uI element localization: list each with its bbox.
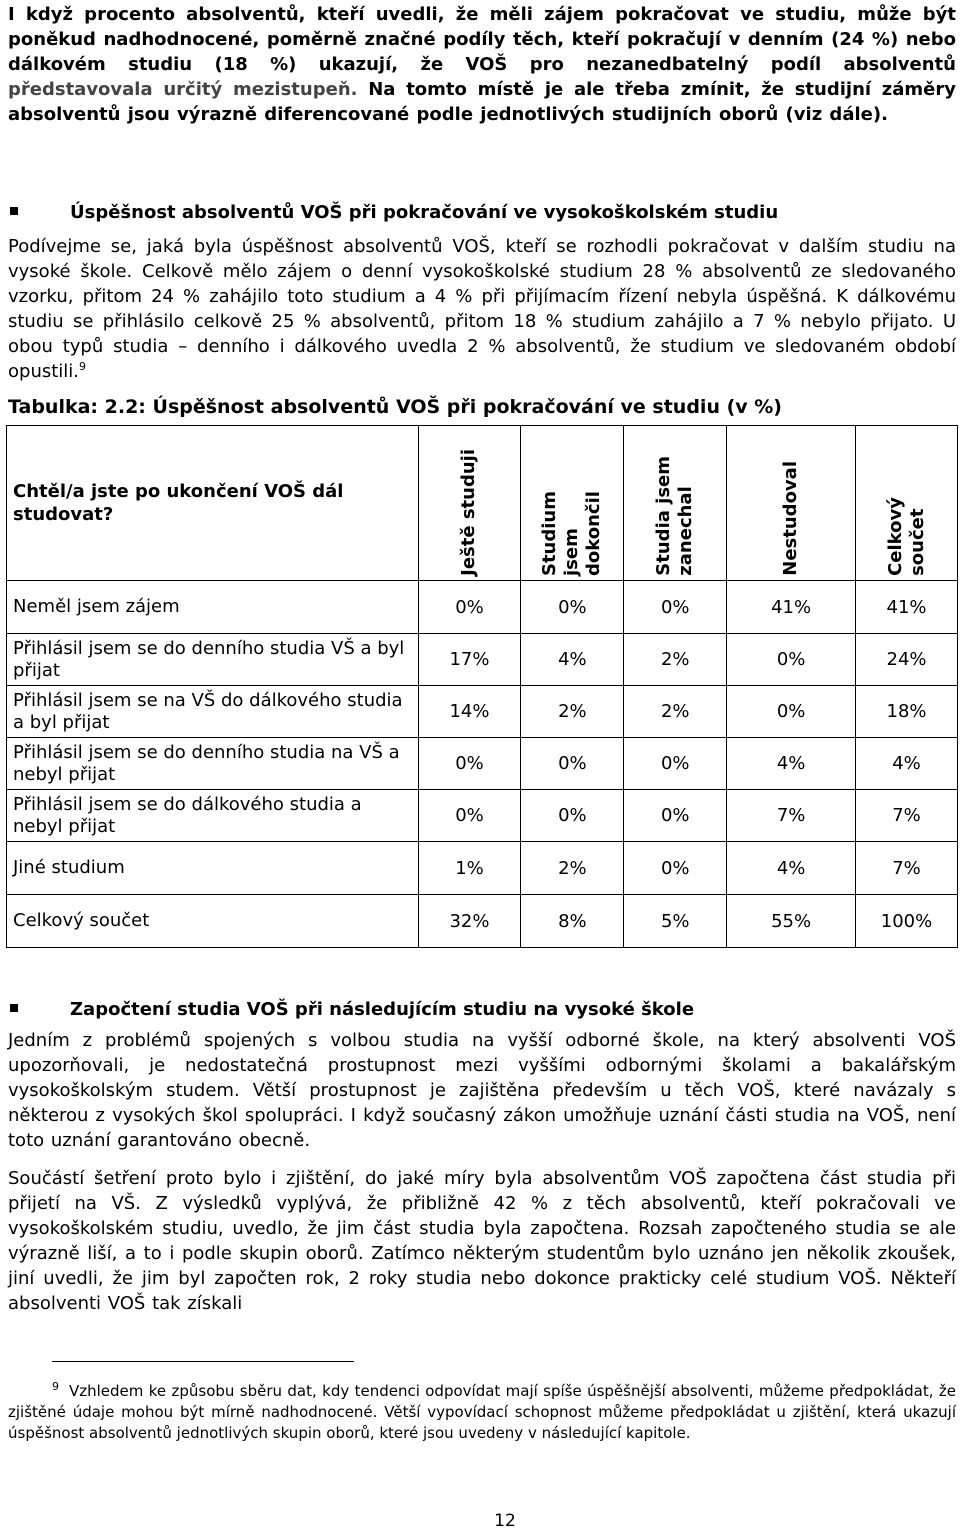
table-cell: 7% [727, 790, 856, 842]
footnote [8, 1381, 956, 1444]
table-cell: 7% [856, 790, 958, 842]
table-row [7, 686, 958, 738]
intro-text-1: I když procento absolventů, kteří uvedli, že měli zájem pokračovat ve studiu, může být poněkud nadhodnocené, poměrně značné podíly těch, kteří pokračují v denním (24 %) nebo dálkovém studiu (18 %) ukazují, že VOŠ pro nezanedbatelný podíl absolventů [8, 4, 956, 75]
section1-heading [8, 200, 956, 225]
results-table [6, 425, 958, 948]
table-cell: 0% [521, 738, 624, 790]
column-header [856, 426, 958, 581]
row-label: Přihlásil jsem se do dálkového studia a nebyl přijat [7, 790, 419, 842]
column-header-label: Celkový součet [884, 497, 928, 576]
table-cell: 5% [624, 895, 727, 948]
table-cell: 4% [727, 842, 856, 895]
column-header-label: Studium jsem dokončil [539, 490, 605, 576]
table-cell: 100% [856, 895, 958, 948]
table-cell: 17% [418, 634, 521, 686]
table-cell: 0% [727, 686, 856, 738]
results-table-container [6, 425, 958, 948]
table-cell: 4% [856, 738, 958, 790]
footnote-text: Vzhledem ke způsobu sběru dat, kdy tendenci odpovídat mají spíše úspěšnější absolventi, můžeme předpokládat, že zjištěné údaje mohou být mírně nadhodnocené. Větší vypovídací schopnost můžeme předpokládat u zjištění, která ukazují úspěšnost absolventů jednotlivých skupin oborů, které jsou uvedeny v následující kapitole. [8, 1382, 956, 1442]
section1-paragraph [8, 234, 956, 384]
table-caption: Tabulka: 2.2: Úspěšnost absolventů VOŠ při pokračování ve studiu (v %) [8, 396, 782, 418]
column-header [418, 426, 521, 581]
table-cell: 18% [856, 686, 958, 738]
bullet-square-icon [10, 207, 18, 215]
table-cell: 4% [521, 634, 624, 686]
table-row [7, 895, 958, 948]
table-row [7, 738, 958, 790]
column-header [624, 426, 727, 581]
table-row [7, 842, 958, 895]
row-label: Jiné studium [7, 842, 419, 895]
table-cell: 0% [418, 790, 521, 842]
table-cell: 0% [521, 790, 624, 842]
table-cell: 0% [727, 634, 856, 686]
table-question-header: Chtěl/a jste po ukončení VOŠ dál studovat? [7, 426, 419, 581]
table-row [7, 634, 958, 686]
column-header [521, 426, 624, 581]
footnote-separator [52, 1361, 354, 1362]
table-cell: 0% [418, 738, 521, 790]
row-label: Přihlásil jsem se do denního studia VŠ a byl přijat [7, 634, 419, 686]
table-cell: 0% [521, 581, 624, 634]
table-cell: 0% [624, 581, 727, 634]
table-row [7, 581, 958, 634]
table-cell: 32% [418, 895, 521, 948]
section2-paragraph-1: Jedním z problémů spojených s volbou studia na vyšší odborné škole, na který absolventi VOŠ upozorňovali, je nedostatečná prostupnost mezi vyššími odbornými školami a bakalářským vysokoškolským studem. Větší prostupnost je zajištěna především u těch VOŠ, které navázaly s některou z vysokých škol spolupráci. I když současný zákon umožňuje uznání části studia na VOŠ, není toto uznání garantováno obecně. [8, 1030, 956, 1151]
row-label: Celkový součet [7, 895, 419, 948]
intro-paragraph [8, 2, 956, 127]
table-cell: 7% [856, 842, 958, 895]
column-header-label: Nestudoval [780, 461, 802, 576]
column-header-label: Ještě studuji [458, 449, 480, 576]
table-cell: 0% [418, 581, 521, 634]
table-cell: 0% [624, 842, 727, 895]
table-cell: 2% [624, 634, 727, 686]
table-row [7, 790, 958, 842]
column-header [727, 426, 856, 581]
table-cell: 1% [418, 842, 521, 895]
column-header-label: Studia jsem zanechal [653, 456, 697, 576]
section2-heading-text: Započtení studia VOŠ při následujícím studiu na vysoké škole [70, 999, 695, 1020]
table-cell: 24% [856, 634, 958, 686]
intro-text-gray: představovala určitý mezistupeň. [8, 79, 358, 100]
table-cell: 55% [727, 895, 856, 948]
table-cell: 14% [418, 686, 521, 738]
footnote-reference[interactable]: 9 [79, 360, 87, 373]
intro-text-2: Na tomto místě je ale třeba zmínit, že studijní záměry absolventů jsou výrazně diferencované podle jednotlivých studijních oborů (viz dále). [8, 79, 957, 125]
bullet-square-icon [10, 1004, 18, 1012]
section2-paragraph-2: Součástí šetření proto bylo i zjištění, do jaké míry byla absolventům VOŠ započtena část studia při přijetí na VŠ. Z výsledků vyplývá, že přibližně 42 % z těch absolventů, kteří pokračovali ve vysokoškolském studiu, uvedlo, že jim část studia byla započtena. Rozsah započteného studia se ale výrazně liší, a to i podle skupin oborů. Zatímco některým studentům bylo uznáno jen několik zkoušek, jiní uvedli, že jim byl započten rok, 2 roky studia nebo dokonce prakticky celé studium VOŠ. Někteří absolventi VOŠ tak získali [8, 1168, 956, 1314]
footnote-number: 9 [52, 1380, 59, 1393]
table-cell: 8% [521, 895, 624, 948]
table-cell: 41% [727, 581, 856, 634]
table-cell: 0% [624, 790, 727, 842]
section1-heading-text: Úspěšnost absolventů VOŠ při pokračování ve vysokoškolském studiu [70, 202, 779, 223]
table-cell: 4% [727, 738, 856, 790]
row-label: Přihlásil jsem se na VŠ do dálkového studia a byl přijat [7, 686, 419, 738]
section1-paragraph-text: Podívejme se, jaká byla úspěšnost absolventů VOŠ, kteří se rozhodli pokračovat v dalším studiu na vysoké škole. Celkově mělo zájem o denní vysokoškolské studium 28 % absolventů ze sledovaného vzorku, přitom 24 % zahájilo toto studium a 4 % při přijímacím řízení nebyla úspěšná. K dálkovému studiu se přihlásilo celkově 25 % absolventů, přitom 18 % studium zahájilo a 7 % nebylo přijato. U obou typů studia – denního i dálkového uvedla 2 % absolventů, že studium ve sledovaném období opustili. [8, 236, 956, 382]
table-header-row [7, 426, 958, 581]
table-cell: 2% [521, 686, 624, 738]
table-cell: 2% [624, 686, 727, 738]
row-label: Přihlásil jsem se do denního studia na VŠ a nebyl přijat [7, 738, 419, 790]
section2-heading [8, 997, 956, 1022]
table-cell: 0% [624, 738, 727, 790]
table-cell: 2% [521, 842, 624, 895]
table-cell: 41% [856, 581, 958, 634]
row-label: Neměl jsem zájem [7, 581, 419, 634]
page-number: 12 [494, 1511, 516, 1530]
